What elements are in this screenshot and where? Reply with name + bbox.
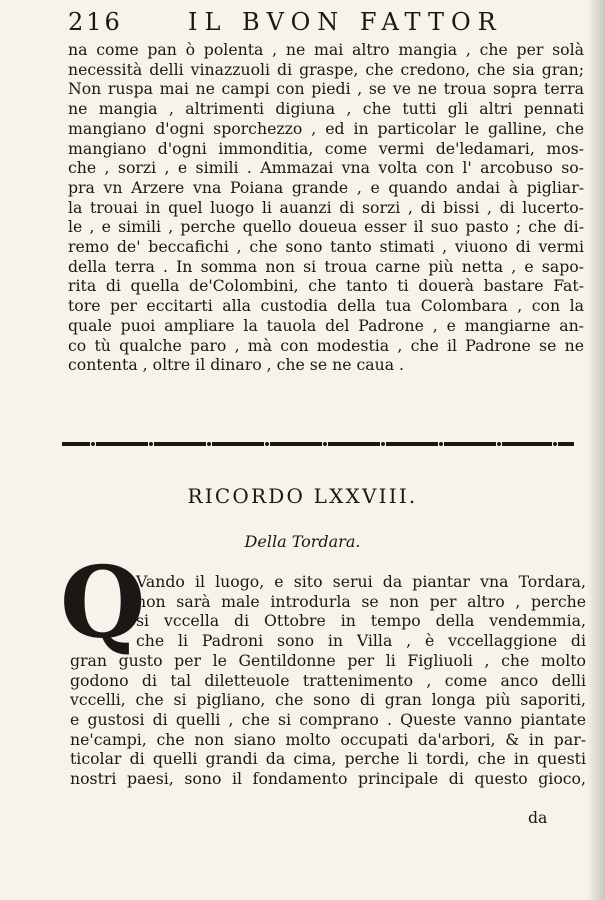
text-line: non sarà male introdurla se non per altro , perche <box>136 591 586 611</box>
text-line: vccelli, che si pigliano, che sono di gran longa più saporiti, <box>70 690 586 710</box>
text-line: mangiano d'ogni sporchezzo , ed in particolar le galline, che <box>68 118 584 138</box>
text-line: na come pan ò polenta , ne mai altro mangia , che per solà <box>68 40 584 59</box>
section-subheading: Della Tordara. <box>244 532 361 551</box>
paragraph-2 <box>70 572 586 789</box>
running-title: IL BVON FATTOR <box>188 8 503 36</box>
text-line: che , sorzi , e simili . Ammazai vna volta con l' arcobuso so- <box>68 158 584 178</box>
text-line: contenta , oltre il dinaro , che se ne caua . <box>68 355 405 375</box>
text-line: le , e simili , perche quello doueua esser il suo pasto ; che di- <box>68 217 584 237</box>
text-line: e gustosi di quelli , che si comprano . Queste vanno piantate <box>70 709 586 729</box>
text-line: tore per eccitarti alla custodia della tua Colombara , con la <box>68 296 584 316</box>
drop-cap: Q <box>60 546 146 661</box>
text-line: della terra . In somma non si troua carne più netta , e sapo- <box>68 256 584 276</box>
text-line: rita di quella de'Colombini, che tanto ti douerà bastare Fat- <box>68 276 584 296</box>
text-line: remo de' beccafichi , che sono tanto stimati , viuono di vermi <box>68 237 584 257</box>
text-line: co tù qualche paro , mà con modestia , che il Padrone se ne <box>68 335 584 355</box>
text-line: Non ruspa mai ne campi con piedi , se ve ne troua sopra terra <box>68 79 584 99</box>
running-header <box>68 8 568 36</box>
text-line: nostri paesi, sono il fondamento principale di questo gioco, <box>70 769 586 789</box>
text-line: ticolar di quelli grandi da cima, perche li tordi, che in questi <box>70 749 586 769</box>
ornamental-rule <box>62 436 574 452</box>
section-heading: RICORDO LXXVIII. <box>187 484 418 508</box>
text-line: mangiano d'ogni immonditia, come vermi de'ledamari, mos- <box>68 138 584 158</box>
catchword: da <box>528 808 548 827</box>
text-line: si vccella di Ottobre in tempo della vendemmia, <box>136 611 586 631</box>
text-line: Vando il luogo, e sito serui da piantar vna Tordara, <box>136 572 586 591</box>
text-line: pra vn Arzere vna Poiana grande , e quando andai à pigliar- <box>68 177 584 197</box>
page-edge-shadow <box>587 0 605 900</box>
page-number: 216 <box>68 8 123 36</box>
text-line: necessità delli vinazzuoli di graspe, che credono, che sia gran; <box>68 59 584 79</box>
text-line: che li Padroni sono in Villa , è vccellaggione di <box>136 631 586 651</box>
text-line: ne mangia , altrimenti digiuna , che tutti gli altri pennati <box>68 99 584 119</box>
text-line: godono di tal diletteuole trattenimento , come anco delli <box>70 670 586 690</box>
paragraph-1 <box>68 40 584 375</box>
text-line: ne'campi, che non siano molto occupati da'arbori, & in par- <box>70 729 586 749</box>
text-line: la trouai in quel luogo li auanzi di sorzi , di bissi , di lucerto- <box>68 197 584 217</box>
text-line: gran gusto per le Gentildonne per li Figliuoli , che molto <box>70 650 586 670</box>
text-line: quale puoi ampliare la tauola del Padrone , e mangiarne an- <box>68 315 584 335</box>
